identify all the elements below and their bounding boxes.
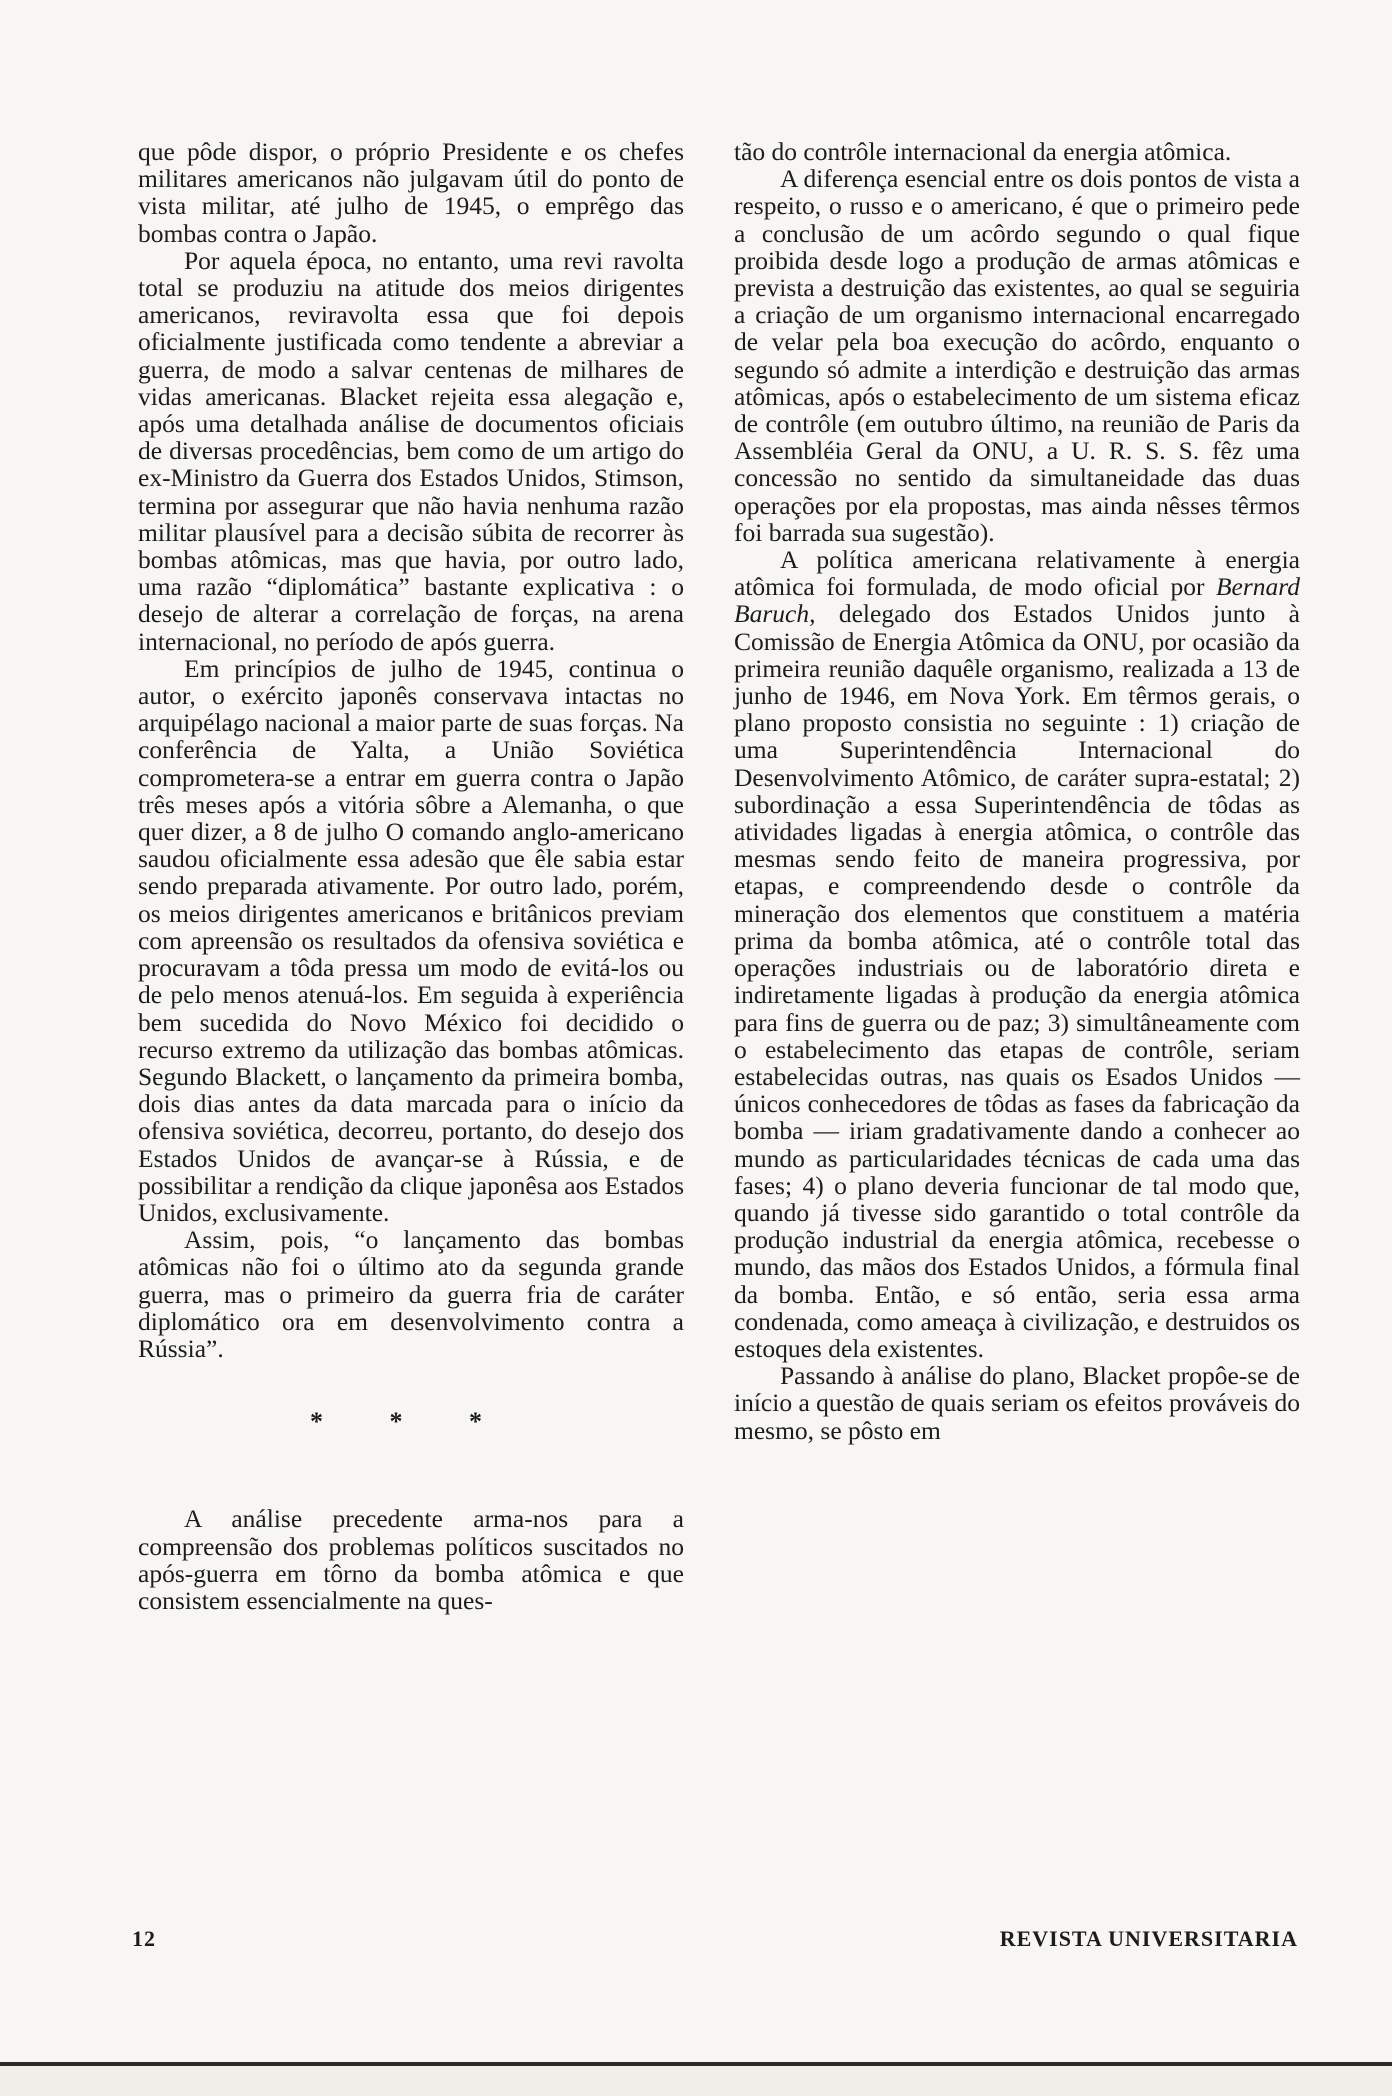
paragraph	[734, 546, 1300, 1362]
paragraph: que pôde dispor, o próprio Presidente e os chefes militares americanos não julgavam útil do ponto de vista militar, até julho de 1945, o emprêgo das bombas contra o Japão.	[138, 137, 684, 248]
paragraph: Assim, pois, “o lançamento das bombas atômicas não foi o último ato da segunda grande guerra, mas o primeiro da guerra fria de caráter diplomático ora em desenvolvimento contra a Rússia”.	[138, 1225, 684, 1363]
right-column	[734, 138, 1300, 1444]
paragraph: A análise precedente arma-nos para a compreensão dos problemas políticos suscitados no após-guerra em tôrno da bomba atômica e que consistem essencialmente na ques-	[138, 1504, 684, 1615]
left-column	[138, 138, 684, 1614]
page-number: 12	[132, 1926, 156, 1951]
paragraph: Em princípios de julho de 1945, continua o autor, o exército japonês conservava intactas no arquipélago nacional a maior parte de suas forças. Na conferência de Yalta, a União Soviética comprometera-se a entrar em guerra contra o Japão três meses após a vitória sôbre a Alemanha, o que quer dizer, a 8 de julho O comando anglo-americano saudou oficialmente essa adesão que êle sabia estar sendo preparada ativamente. Por outro lado, porém, os meios dirigentes americanos e britânicos previam com apreensão os resultados da ofensiva soviética e procuravam a tôda pressa um modo de evitá-los ou de pelo menos atenuá-los. Em seguida à experiência bem sucedida do Novo México foi decidido o recurso extremo da utilização das bombas atômicas. Segundo Blackett, o lançamento da primeira bomba, dois dias antes da data marcada para o início da ofensiva soviética, decorreu, portanto, do desejo dos Estados Unidos de avançar-se à Rússia, e de possibilitar a rendição da clique japonêsa aos Estados Unidos, exclusivamente.	[138, 653, 684, 1227]
paragraph: Por aquela época, no entanto, uma revi ravolta total se produziu na atitude dos meios dirigentes americanos, reviravolta essa que foi depois oficialmente justificada como tendente a abreviar a guerra, de modo a salvar centenas de milhares de vidas americanas. Blacket rejeita essa alegação e, após uma detalhada análise de documentos oficiais de diversas procedências, bem como de um artigo do ex-Ministro da Guerra dos Estados Unidos, Stimson, termina por assegurar que não havia nenhuma razão militar plausível para a decisão súbita de recorrer às bombas atômicas, mas que havia, por outro lado, uma razão “diplomática” bastante explicativa : o desejo de alterar a correlação de forças, na arena internacional, no período de após guerra.	[138, 245, 684, 656]
paragraph: tão do contrôle internacional da energia atômica.	[734, 137, 1232, 166]
paragraph: Passando à análise do plano, Blacket propôe-se de início a questão de quais seriam os efeitos prováveis do mesmo, se pôsto em	[734, 1361, 1300, 1445]
journal-title: REVISTA UNIVERSITARIA	[999, 1926, 1298, 1951]
person-name: Bernard Baruch,	[734, 572, 1300, 629]
paragraph-text: delegado dos Estados Unidos junto à Comissão de Energia Atômica da ONU, por ocasião da primeira reunião daquêle organismo, realizada a 13 de junho de 1946, em Nova York. Em têrmos gerais, o plano proposto consistia no seguinte : 1) criação de uma Superintendência Internacional do Desenvolvimento Atômico, de caráter supra-estatal; 2) subordinação a essa Superintendência de tôdas as atividades ligadas à energia atômica, o contrôle das mesmas sendo feito de maneira progressiva, por etapas, e compreendendo desde o contrôle da mineração dos elementos que constituem a matéria prima da bomba atômica, até o contrôle total das operações industriais ou de laboratório direta e indiretamente ligadas à produção da energia atômica para fins de guerra ou de paz; 3) simultâneamente com o estabelecimento das etapas de contrôle, seriam estabelecidas outras, nas quais os Esados Unidos — únicos conhecedores de tôdas as fases da fabricação da bomba — iriam gradativamente dando a conhecer ao mundo as particularidades técnicas de cada uma das fases; 4) o plano deveria funcionar de tal modo que, quando já tivesse sido garantido o total contrôle da produção industrial da energia atômica, recebesse o mundo, das mãos dos Estados Unidos, a fórmula final da bomba. Então, e só então, seria essa arma condenada, como ameaça à civilização, e destruidos os estoques dela existentes.	[734, 599, 1300, 1363]
section-separator: * * *	[310, 1407, 512, 1437]
scan-edge	[0, 2062, 1392, 2096]
paragraph: A diferença esencial entre os dois pontos de vista a respeito, o russo e o americano, é que o primeiro pede a conclusão de um acôrdo segundo o qual fique proibida desde logo a produção de armas atômicas e prevista a destruição das existentes, ao qual se seguiria a criação de um organismo internacional encarregado de velar pela boa execução do acôrdo, enquanto o segundo só admite a interdição e destruição das armas atômicas, após o estabelecimento de um sistema eficaz de contrôle (em outubro último, na reunião de Paris da Assembléia Geral da ONU, a U. R. S. S. fêz uma concessão no sentido da simultaneidade das duas operações por ela propostas, mas ainda nêsses têrmos foi barrada sua sugestão).	[734, 164, 1300, 547]
paragraph-text: A política americana relativamente à energia atômica foi formulada, de modo oficial por	[734, 545, 1300, 602]
